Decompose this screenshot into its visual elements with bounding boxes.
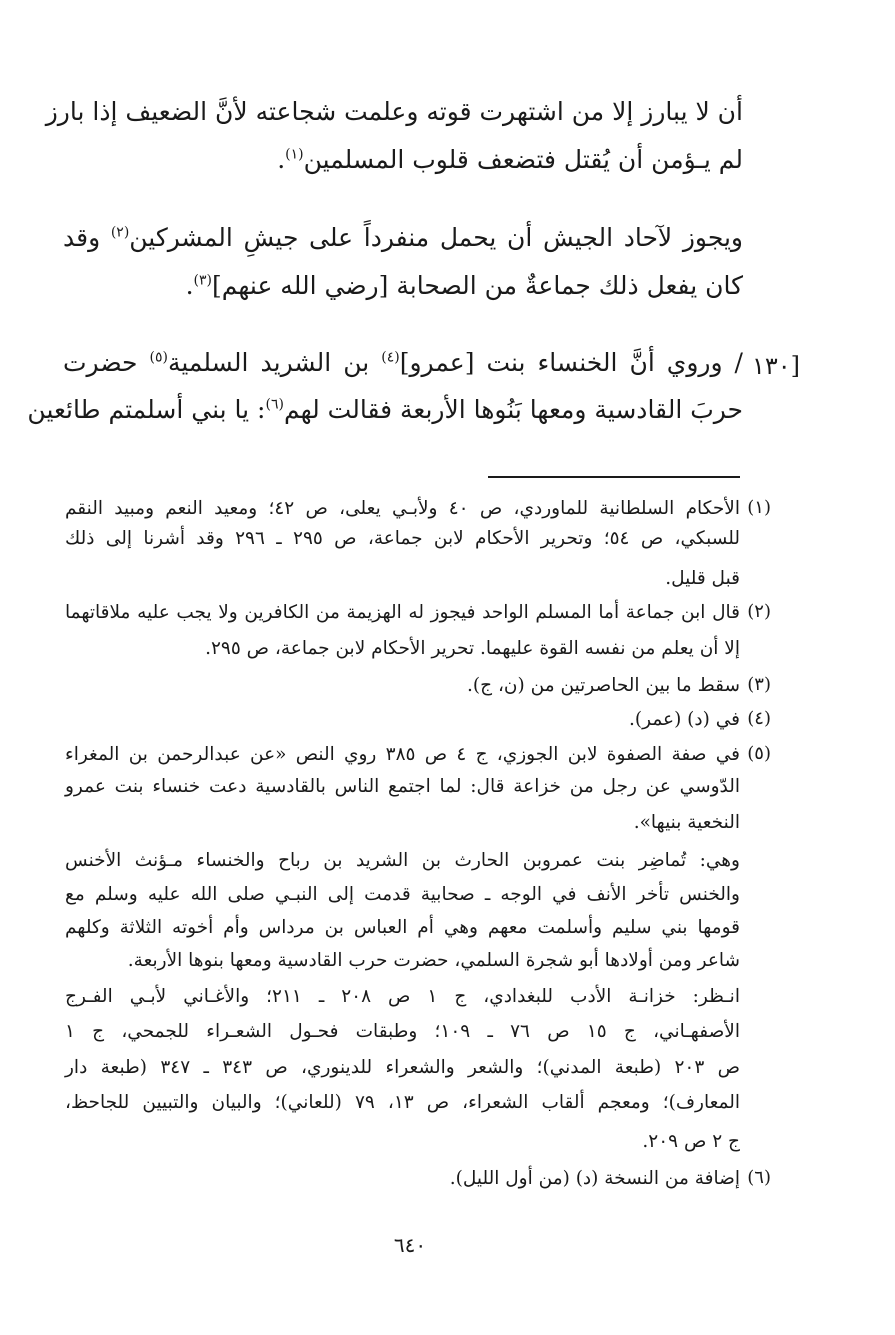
footnote-number: (٢) — [747, 601, 771, 622]
footnote-line: والخنس تأخر الأنف في الوجه ـ صحابية قدمت إلى النبـي صلى الله عليه وسلم مع — [65, 884, 740, 905]
footnote-ref[interactable]: (٥) — [149, 349, 168, 366]
footnote-number: (٣) — [747, 674, 771, 695]
footnote-line: الأصفهـاني، ج ١٥ ص ٧٦ ـ ١٠٩؛ وطبقات فحـول الشعـراء للجمحي، ج ١ — [65, 1021, 740, 1042]
footnote-ref[interactable]: (٤) — [381, 349, 400, 366]
footnote-number: (٤) — [747, 708, 771, 729]
footnote-line: للسبكي، ص ٥٤؛ وتحرير الأحكام لابن جماعة، ص ٢٩٥ ـ ٢٩٦ وقد أشرنا إلى ذلك — [65, 528, 740, 549]
footnote-line: شاعر ومن أولادها أبو شجرة السلمي، حضرت حرب القادسية ومعها بنوها الأربعة. — [127, 950, 740, 971]
footnote-line: إلا أن يعلم من نفسه القوة عليهما. تحرير الأحكام لابن جماعة، ص ٢٩٥. — [205, 638, 740, 659]
body-line: / وروي أنَّ الخنساء بنت [عمرو]$^{(٤)}$ بن الشريد السلمية$^{(٥)}$ حضرت — [63, 348, 743, 377]
footnote-line: الأحكام السلطانية للماوردي، ص ٤٠ ولأبـي يعلى، ص ٤٢؛ ومعيد النعم ومبيد النقم — [65, 498, 740, 519]
page-number: ٦٤٠ — [393, 1233, 427, 1257]
footnote-line: في (د) (عمر). — [629, 709, 740, 730]
footnote-line: المعارف)؛ ومعجم ألقاب الشعراء، ص ١٣، ٧٩ (للعاني)؛ والبيان والتبيين للجاحظ، — [65, 1092, 740, 1113]
footnote-line: انـظر: خزانـة الأدب للبغدادي، ج ١ ص ٢٠٨ ـ ٢١١؛ والأغـاني لأبـي الفـرج — [65, 986, 740, 1007]
body-line: لم يـؤمن أن يُقتل فتضعف قلوب المسلمين$^{(١)}$. — [277, 145, 743, 174]
footnote-ref[interactable]: (١) — [285, 146, 304, 163]
footnote-ref[interactable]: (٦) — [265, 396, 284, 413]
footnote-line: قومها بني سليم وأسلمت معهم وهي أم العباس بن مرداس وأم أخوته الثلاثة وكلهم — [65, 917, 740, 938]
footnote-number: (٥) — [747, 743, 771, 764]
footnote-ref[interactable]: (٣) — [193, 272, 212, 289]
footnote-line: سقط ما بين الحاصرتين من (ن، ج). — [467, 675, 740, 696]
footnote-line: في صفة الصفوة لابن الجوزي، ج ٤ ص ٣٨٥ روي النص «عن عبدالرحمن بن المغراء — [65, 744, 740, 765]
footnote-line: وهي: تُماضِر بنت عمروبن الحارث بن الشريد بن رباح والخنساء مـؤنث الأخنس — [65, 850, 740, 871]
footnote-line: ص ٢٠٣ (طبعة المدني)؛ والشعر والشعراء للدينوري، ص ٣٤٣ ـ ٣٤٧ (طبعة دار — [65, 1057, 740, 1078]
footnote-line: قال ابن جماعة أما المسلم الواحد فيجوز له الهزيمة من الكافرين ولا يجب عليه ملاقاتهما — [65, 602, 740, 623]
footnote-line: النخعية بنيها». — [633, 812, 740, 833]
body-line: أن لا يبارز إلا من اشتهرت قوته وعلمت شجاعته لأنَّ الضعيف إذا بارز — [45, 97, 743, 126]
body-line: كان يفعل ذلك جماعةٌ من الصحابة [رضي الله عنهم]$^{(٣)}$. — [185, 271, 743, 300]
body-line: ويجوز لآحاد الجيش أن يحمل منفرداً على جيشِ المشركين$^{(٢)}$ وقد — [63, 223, 744, 252]
footnote-separator — [488, 476, 740, 478]
margin-page-reference: [١٣٠ — [752, 352, 801, 380]
footnote-line: إضافة من النسخة (د) (من أول الليل). — [449, 1168, 740, 1189]
body-line: حربَ القادسية ومعها بَنُوها الأربعة فقالت لهم$^{(٦)}$: يا بني أسلمتم طائعين — [27, 395, 743, 424]
footnote-line: قبل قليل. — [665, 568, 740, 589]
footnote-ref[interactable]: (٢) — [110, 224, 130, 241]
footnote-line: الدّوسي عن رجل من خزاعة قال: لما اجتمع الناس بالقادسية دعت خنساء بنت عمرو — [65, 776, 740, 797]
footnote-number: (١) — [747, 497, 771, 518]
footnote-line: ج ٢ ص ٢٠٩. — [642, 1131, 740, 1152]
footnote-number: (٦) — [747, 1167, 771, 1188]
